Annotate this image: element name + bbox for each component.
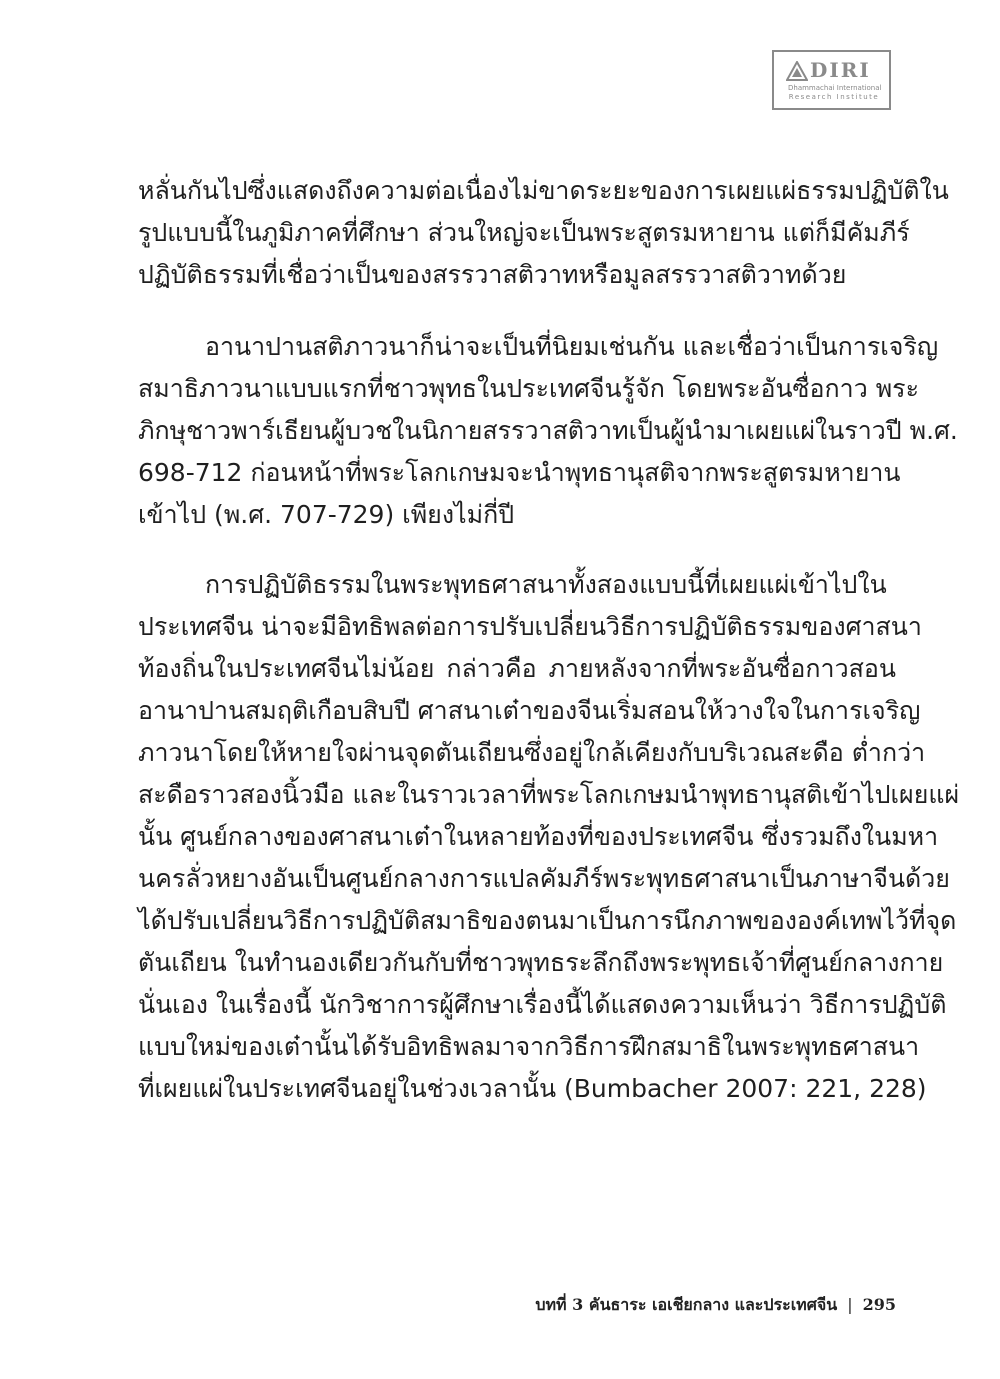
text-line: นครลั่วหยางอันเป็นศูนย์กลางการแปลคัมภีร์พระพุทธศาสนาเป็นภาษาจีนด้วย xyxy=(138,864,950,893)
text-line: ตันเถียน ในทำนองเดียวกันกับที่ชาวพุทธระลึกถึงพระพุทธเจ้าที่ศูนย์กลางกาย xyxy=(138,948,944,977)
page-number: 295 xyxy=(862,1295,896,1314)
text-line: ที่เผยแผ่ในประเทศจีนอยู่ในช่วงเวลานั้น (Bumbacher 2007: 221, 228) xyxy=(138,1074,927,1103)
chapter-title: บทที่ 3 คันธาระ เอเชียกลาง และประเทศจีน xyxy=(535,1295,838,1314)
paragraph-1 xyxy=(138,170,949,296)
text-line: เข้าไป (พ.ศ. 707-729) เพียงไม่กี่ปี xyxy=(138,500,515,529)
text-line: สะดือราวสองนิ้วมือ และในราวเวลาที่พระโลกเกษมนำพุทธานุสติเข้าไปเผยแผ่ xyxy=(138,780,960,809)
publisher-logo xyxy=(772,50,891,110)
text-line: รูปแบบนี้ในภูมิภาคที่ศึกษา ส่วนใหญ่จะเป็นพระสูตรมหายาน แต่ก็มีคัมภีร์ xyxy=(138,218,910,247)
text-line: อานาปานสติภาวนาก็น่าจะเป็นที่นิยมเช่นกัน และเชื่อว่าเป็นการเจริญ xyxy=(205,332,939,361)
text-line: ท้องถิ่นในประเทศจีนไม่น้อย กล่าวคือ ภายหลังจากที่พระอันซื่อกาวสอน xyxy=(138,654,896,683)
body-text xyxy=(138,170,960,1110)
text-line: การปฏิบัติธรรมในพระพุทธศาสนาทั้งสองแบบนี้ที่เผยแผ่เข้าไปใน xyxy=(205,570,887,599)
triangle-logo-icon xyxy=(786,61,808,81)
text-line: ได้ปรับเปลี่ยนวิธีการปฏิบัติสมาธิของตนมาเป็นการนึกภาพขององค์เทพไว้ที่จุด xyxy=(138,906,957,935)
text-line: ภาวนาโดยให้หายใจผ่านจุดตันเถียนซึ่งอยู่ใกล้เคียงกับบริเวณสะดือ ต่ำกว่า xyxy=(138,738,926,767)
text-line: แบบใหม่ของเต๋านั้นได้รับอิทธิพลมาจากวิธีการฝึกสมาธิในพระพุทธศาสนา xyxy=(138,1032,920,1061)
text-line: อานาปานสมฤติเกือบสิบปี ศาสนาเต๋าของจีนเริ่มสอนให้วางใจในการเจริญ xyxy=(138,696,921,725)
page-footer xyxy=(535,1294,896,1316)
text-line: สมาธิภาวนาแบบแรกที่ชาวพุทธในประเทศจีนรู้จัก โดยพระอันซื่อกาว พระ xyxy=(138,374,920,403)
logo-name: DIRI xyxy=(810,58,871,82)
footer-separator: | xyxy=(847,1295,853,1314)
text-line: ประเทศจีน น่าจะมีอิทธิพลต่อการปรับเปลี่ยนวิธีการปฏิบัติธรรมของศาสนา xyxy=(138,612,922,641)
paragraph-2 xyxy=(138,326,958,536)
text-line: 698-712 ก่อนหน้าที่พระโลกเกษมจะนำพุทธานุสติจากพระสูตรมหายาน xyxy=(138,458,901,487)
text-line: นั่นเอง ในเรื่องนี้ นักวิชาการผู้ศึกษาเรื่องนี้ได้แสดงความเห็นว่า วิธีการปฏิบัติ xyxy=(138,990,947,1019)
text-line: ภิกษุชาวพาร์เธียนผู้บวชในนิกายสรรวาสติวาทเป็นผู้นำมาเผยแผ่ในราวปี พ.ศ. xyxy=(138,416,958,445)
logo-subtitle-1: Dhammachai International xyxy=(788,84,882,92)
text-line: ปฏิบัติธรรมที่เชื่อว่าเป็นของสรรวาสติวาทหรือมูลสรรวาสติวาทด้วย xyxy=(138,260,847,289)
text-line: หลั่นกันไปซึ่งแสดงถึงความต่อเนื่องไม่ขาดระยะของการเผยแผ่ธรรมปฏิบัติใน xyxy=(138,176,949,205)
paragraph-3 xyxy=(138,564,960,1110)
text-line: นั้น ศูนย์กลางของศาสนาเต๋าในหลายท้องที่ของประเทศจีน ซึ่งรวมถึงในมหา xyxy=(138,822,939,851)
logo-subtitle-2: Research Institute xyxy=(788,93,880,101)
